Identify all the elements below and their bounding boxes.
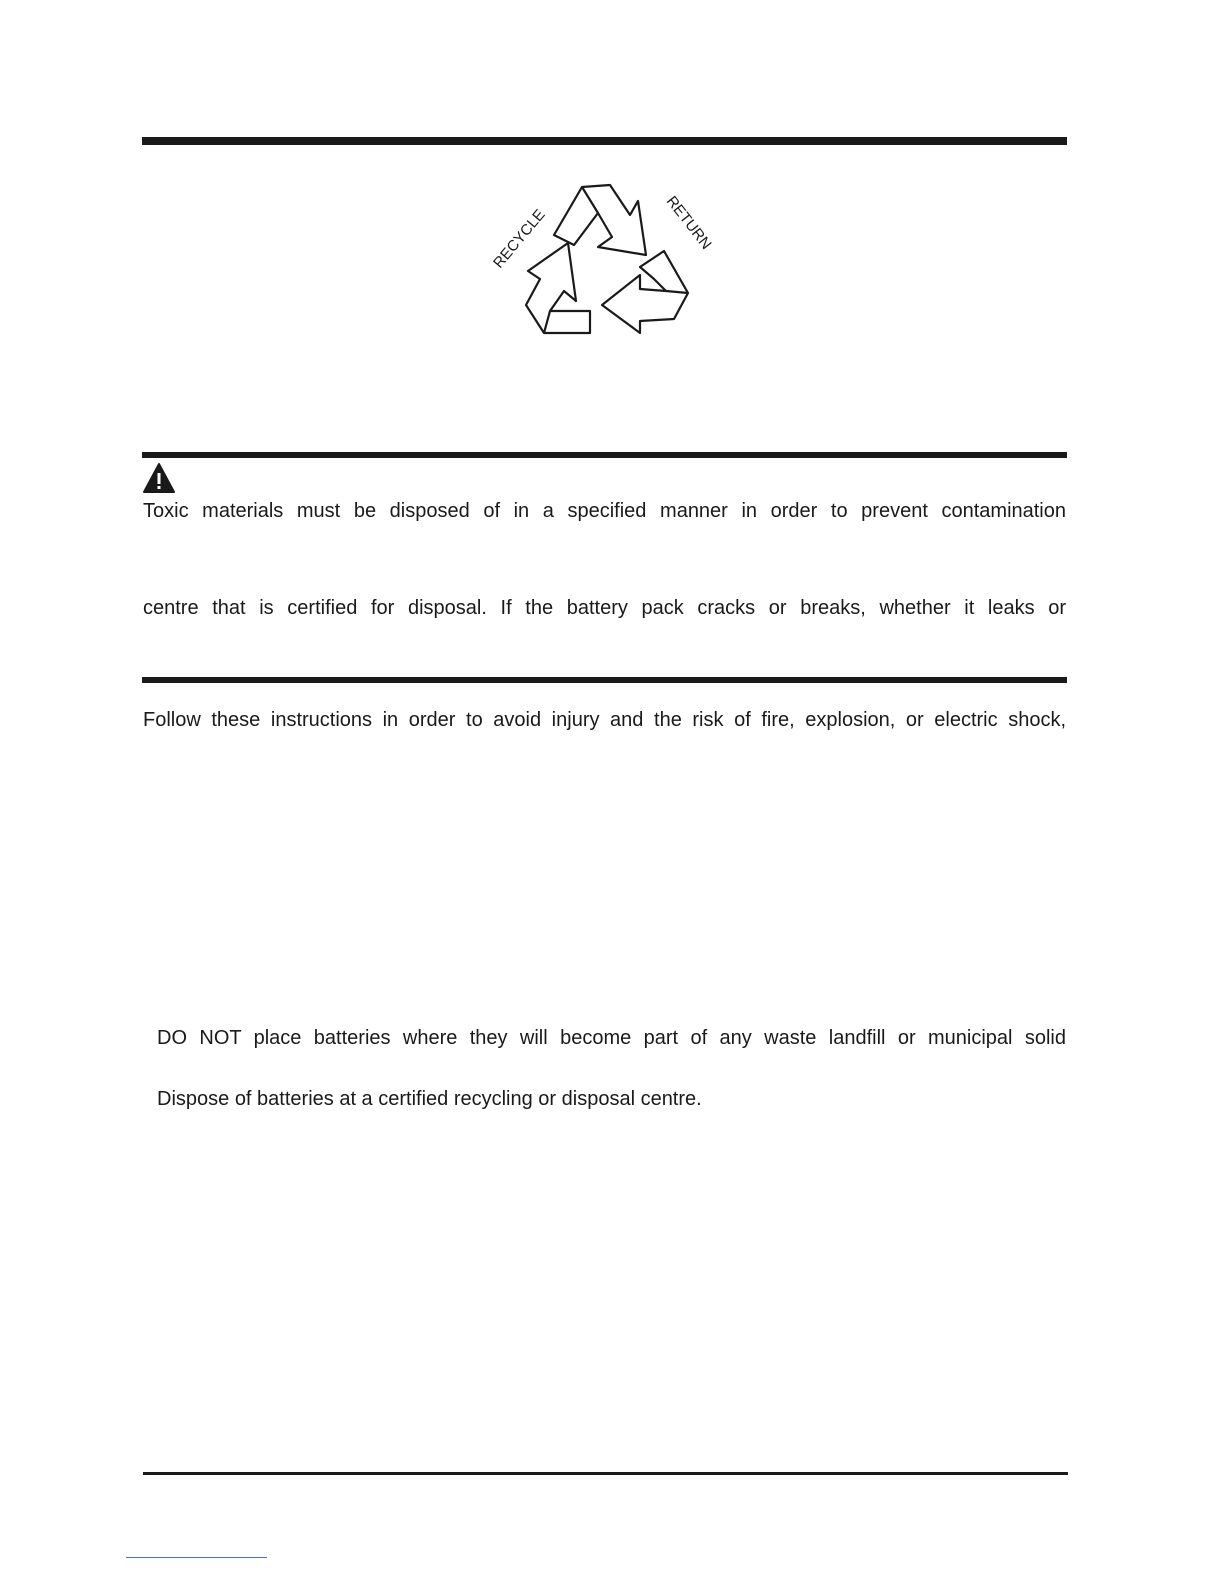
disposal-centre-text: centre that is certified for disposal. If the battery pack cracks or breaks, whether it leaks or [143, 597, 1066, 619]
instructions-text: Follow these instructions in order to avoid injury and the risk of fire, explosion, or electric shock, [143, 709, 1066, 731]
recycle-label: RECYCLE [490, 206, 549, 272]
section-rule [142, 677, 1067, 683]
link-underline [126, 1557, 267, 1558]
recycle-icon [470, 175, 740, 365]
top-rule [142, 137, 1067, 145]
section-rule [142, 452, 1067, 458]
return-label: RETURN [662, 192, 715, 253]
warning-triangle-icon [142, 462, 176, 494]
list-item: DO NOT place batteries where they will become part of any waste landfill or municipal solid [157, 1027, 1066, 1049]
list-item: Dispose of batteries at a certified recycling or disposal centre. [157, 1088, 702, 1110]
bottom-rule [143, 1472, 1068, 1475]
toxic-materials-text: Toxic materials must be disposed of in a specified manner in order to prevent contamination [143, 500, 1066, 522]
